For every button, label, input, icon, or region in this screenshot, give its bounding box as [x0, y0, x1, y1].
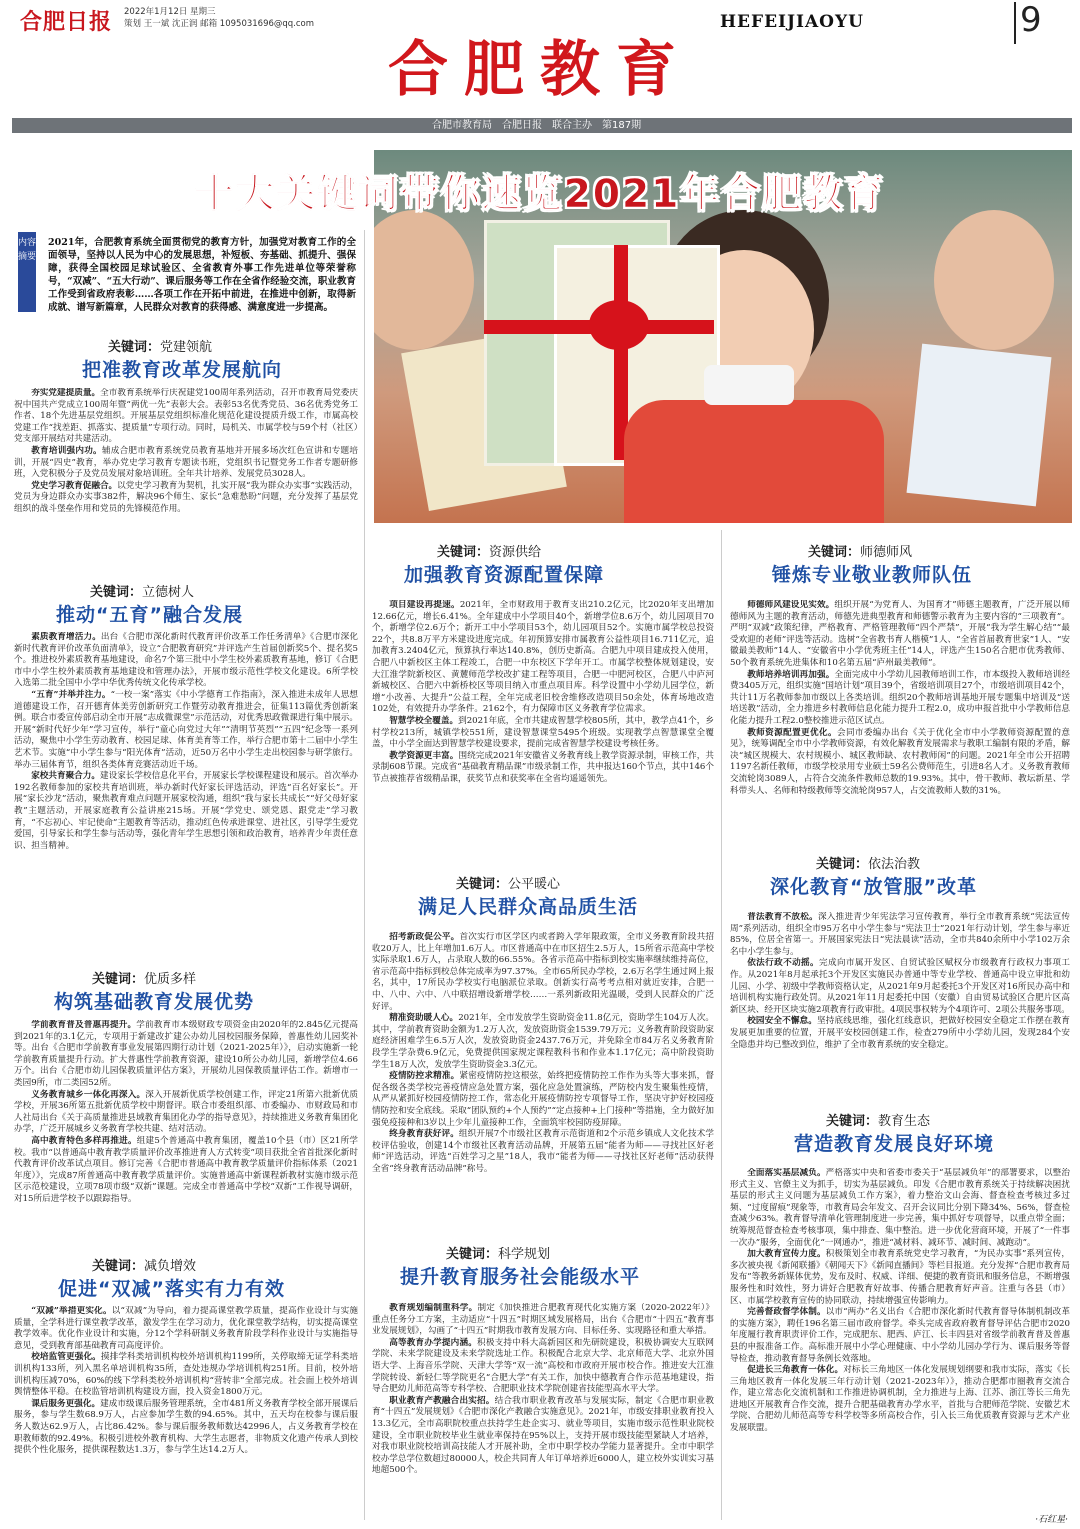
s4-keyword: 关键词：减负增效 [92, 1259, 197, 1274]
s2-para: “五育”并举并注力。“一校一案”落实《中小学德育工作指南》，深入推进未成年人思想道德建设工作，召开德育体美劳创新研究工作暨劳动教育推进会，征集113篇优秀创新案例。联合市委宣传部启动全市开展“志成微课堂”示范活动，对优秀思政微课进行集中展示。开展“新时代好少年”学习宣传，举行“童心向党过大年”“清明节英烈”“五四”纪念等一系列活动，聚焦中小学生劳动教育、校园足球、体育美育等工作，举行合肥市第十二届中小学生艺术节。实施“中小学生参与“阳光体育”活动，近50万名中小学生走出校园参与研学旅行。举办三届体育节，组织各类体育竞赛活动近千场。 [14, 689, 358, 770]
s7-para: 教育规划编制重科学。制定《加快推进合肥教育现代化实施方案（2020-2022年）》重点任务分工方案，主动适应“十四五”时期区域发展格局，出台《合肥市“十四五”教育事业发展规划》，勾画了“十四五”时期我市教育发展方向、目标任务、实现路径和重大举措。 [372, 1303, 714, 1337]
s9-keyword: 关键词：依法治教 [816, 857, 921, 872]
s3-keyword: 关键词：优质多样 [92, 972, 197, 987]
photo-child-left [374, 210, 474, 350]
s1-para: 教育培训强内功。辅成合肥市教育系统党员教育基地并开展多场次红色宣讲和专题培训，开展“四史”教育，举办党史学习教育专题读书班，党组织书记暨党务工作者专题研修班，入党积极分子及党员发展对象培训班。全年共计培养、发展党员3028人。 [14, 445, 358, 480]
photo-child-shirt [624, 400, 884, 523]
s8-para: 师德师风建设见实效。组织开展“为党育人、为国育才”师德主题教育，广泛开展以师德师风为主题的教育活动，师德先进典型教育和师德警示教育为主要内容的“三项教育”。严明“双减”政策纪律，严格教育、严格管理教师“四个严禁”，开展“我为学生解心结”“最受欢迎的老师”评选等活动。选树“全省教书育人楷模”1人、“全省首届教育世家”1人、“安徽最美教师”14人、“安徽省中小学优秀班主任”14人，评选产生150名合肥市优秀教师、50个教育系统先进集体和10名第五届“庐州最美教师”。 [730, 600, 1070, 668]
s8-body [730, 600, 1070, 840]
photo-child-right [934, 210, 1054, 350]
photo-book-right [907, 344, 1052, 507]
s5-para: 教学资源更丰富。围绕完成2021年安徽省义务教育线上教学资源录制，审核工作，共录制608节课。完成省“基础教育精品课”市级录制工作，共申报达160个节点，其中146个节点被推荐省级精品课，获奖节点和获奖率在全省均遥遥领先。 [372, 750, 714, 784]
photo-child-mask [704, 365, 794, 405]
s3-title: 构筑基础教育发展优势 [54, 991, 255, 1013]
s6-para: 招考新政促公平。首次实行市区学区内或者跨入学年限政策，全市义务教育阶段共招收20万人，比上年增加1.6万人。市区普通高中在市区招生2.5万人，15所省示范高中学校实际录取1.6万人，占录取人数的66.55%。各省示范高中指标到校实施率继续维持高位，省示范高中指标到校总体完成率为97.37%。全市65所民办学校，2.6万名学生通过网上报名，其中，17所民办学校实行电脑派位录取。创新实行高考考点相对就近安排，合肥一中、八中、六中、八中联招增设新增学校……一系列新政阳光温暖，受到人民群众的广泛好评。 [372, 932, 714, 1012]
photo-ribbon-bow [589, 300, 649, 350]
summary-tag: 内容摘要 [18, 232, 36, 312]
column-divider [364, 230, 365, 1520]
masthead-info [124, 6, 314, 30]
s6-para: 终身教育获好评。组织开展7个市级社区教育示范街道和2个示范乡镇成人文化技术学校评估验收，创建14个市级社区教育活动品牌，开展第五届“能者为师——寻找社区好老师”评选活动，评选“百姓学习之星”18人，我市“能者为师——寻找社区好老师”活动获得全省“终身教育活动品牌”称号。 [372, 1129, 714, 1174]
s5-body [372, 600, 714, 858]
s10-title: 营造教育发展良好环境 [794, 1133, 995, 1155]
s2-keyword: 关键词：立德树人 [90, 585, 195, 600]
section-name-latin: HEFEIJIAOYU [720, 12, 864, 32]
s8-para: 教师资源配置更优化。会同市委编办出台《关于优化全市中小学教师资源配置的意见》，统筹调配全市中小学教师资源，有效化解教育发展需求与教职工编制有限的矛盾，解决“城区规模大、农村规模小、城区教师缺、农村教师闲”的问题。2021年全市公开招聘1197名新任教师，市级学校录用专业硕士59名公费师范生，引进8名人才。义务教育教师交流轮岗3089人，占符合交流条件教师总数的19.93%。其中，骨干教师、教坛新星、学科带头人、名师和特级教师等交流轮岗957人，占交流教师人数的31%。 [730, 727, 1070, 796]
s4-para: 课后服务更强化。建成市级课后服务管理系统，全市481所义务教育学校全部开展课后服务，参与学生数68.9万人，占应参加学生数的94.65%。其中，五天均在校参与课后服务人数达62.9万人，占比86.42%。参与课后服务教师数达42996人，占义务教育学校在职教师数的92.49%。积极引进校外教育机构、大学生志愿者，非物质文化遗产传承人到校提供个性化服务，提供课程数达1.3万，参与学生达14.2万人。 [14, 1398, 358, 1456]
s5-title: 加强教育资源配置保障 [404, 564, 605, 586]
s10-para: 加大教育宣传力度。积极策划全市教育系统党史学习教育，“为民办实事”系列宣传，多次被央视《新闻联播》《朝闻天下》《新闻直播间》等栏目报道。充分发挥“合肥市教育局发布”等教务新媒体优势，发布及时、权威、详细、便捷的教育资讯和服务信息，不断增强服务性和时效性，努力讲好合肥教育好故事、传播合肥教育好声音。注重与各县（市）区、市属学校教育宣传的协同联动，持续增强宣传影响力。 [730, 1249, 1070, 1306]
s4-title: 促进“双减”落实有力有效 [58, 1278, 285, 1300]
sponsor-text: 合肥市教育局 合肥日报 联合主办 第187期 [432, 120, 642, 131]
main-headline: 十大关键词带你速览2021年合肥教育 [194, 172, 886, 217]
s1-para: 夯实党建提质量。全市教育系统举行庆祝建党100周年系列活动，召开市教育局党委庆祝中国共产党成立100周年暨“两优一先”表彰大会。表彰53名优秀党员、36名优秀党务工作者、18个先进基层党组织。开展基层党组织标准化规范化建设提质升级工作，市属高校党建工作“找差距、抓落实、提质量”专项行动。同时，局机关、市属学校与59个村（社区）党支部开展结对共建活动。 [14, 388, 358, 445]
s4-body [14, 1306, 358, 1526]
s1-body [14, 388, 358, 566]
s1-title: 把准教育改革发展航向 [82, 359, 283, 381]
s5-keyword: 关键词：资源供给 [437, 545, 542, 560]
s9-title: 深化教育“放管服”改革 [770, 876, 977, 898]
s3-body [14, 1020, 358, 1245]
s7-body [372, 1303, 714, 1521]
s7-para: 职业教育产教融合出实招。结合我市职业教育改革与发展实际，制定《合肥市职业教育“十四五”发展规划》《合肥市深化产教融合实施意见》。2021年，市级安排职业教育投入13.3亿元，全市高职院校重点扶持学生赴企实习、就业等项目，实施市级示范性职业院校建设，全市职业院校毕业生就业率保持在95%以上，支持开展市级技能型紧缺人才培养，对我市职业院校培训高技能人才开展补助，全市中职学校办学能力显著提升。全市中职学校办学总学位数超过80000人，校企共同育人年订单培养近6000人，建立校外实训实习基地超500个。 [372, 1395, 714, 1476]
s10-body [730, 1168, 1070, 1510]
s5-para: 项目建设再提速。2021年，全市财政用于教育支出210.2亿元，比2020年支出增加12.66亿元，增长6.41%。全年建成中小学项目40个，新增学位8.6万个，幼儿园项目70个，新增学位2.6万个；新开工中小学项目53个，幼儿园项目52个。实施市属学校总投资22个，共8.8万平方米建设进度完成。年初预算安排市属教育公益性项目16.711亿元，追加教育3.2404亿元，预算执行率达140.8%，创历史新高。合肥九中项目建成投入使用，合肥八中新校区主体工程竣工，合肥一中东校区下学年开工。市属学校整体规划建设，安大江淮学院新校区、黄麓师范学校改扩建工程等项目，合肥一中肥河校区，合肥八中庐河新城校区、合肥六中新桥校区等项目纳入市重点项目库。科学设置中小学幼儿园学位，新增“小改善、大提升”公益工程，全年完成老旧校舍维修改造项目50余处，体育场地改造102处，有效提升办学条件。2162个，有力保障市区义务教育学位需求。 [372, 600, 714, 715]
s7-para: 高等教育办学提内涵。积极支持中科大高新园区和先研院建设，积极协调安大互联网学院、未来学院建设及未来学院选址工作。积极配合北京大学、北京师范大学、北京外国语大学、上海音乐学院、天津大学等“双一流”高校和市政府开展市校合作。推进安大江淮学院转设、新轻仁等学院更名“合肥大学”有关工作，加快中德教育合作示范基地建设，指导合肥幼儿师范高等专科学校、合肥职业技术学院创建省技能型高水平大学。 [372, 1337, 714, 1395]
s8-keyword: 关键词：师德师风 [808, 545, 913, 560]
s10-keyword: 关键词：教育生态 [826, 1114, 931, 1129]
s6-body [372, 932, 714, 1252]
s4-para: 校培监管更强化。摸排学科类培训机构校外培训机构1199所，关停取缔无证学科类培训机构133所，列入黑名单培训机构35所，查处违规办学培训机构251所。目前，校外培训机构压减70%，60%的线下学科类校外培训机构“营转非”全部完成。社会面上校外培训舆情整体平稳。在校监管培训机构建设方面，投入资金1800万元。 [14, 1352, 358, 1398]
s8-para: 教师培养培训再加强。全面完成中小学幼儿园教师培训工作，市本级投入教师培训经费3405万元，组织实施“国培计划”项目39个，省级培训项目27个，市级培训项目42个，共计11万名教师参加市级以上各类培训。组织20个教师培训基地开展专题集中培训及“送培送教”活动，全力推进乡村教师信息化能力提升工程2.0，成功申报首批中小学教师信息化能力提升工程2.0整校推进示范区试点。 [730, 669, 1070, 726]
s7-title: 提升教育服务社会能级水平 [400, 1266, 641, 1288]
newspaper-logo: 合肥日报 [20, 9, 113, 35]
s1-para: 党史学习教育促融合。以党史学习教育为契机，扎实开展“我为群众办实事”实践活动，党员为身边群众办实事382件，解决96个师生、家长“急难愁盼”问题，充分发挥了基层党组织的战斗堡垒作用和党员的先锋模范作用。 [14, 480, 358, 514]
s6-title: 满足人民群众高品质生活 [418, 896, 639, 918]
s2-body [14, 632, 358, 957]
s6-para: 疫情防控求精准。紧密疫情防控这根弦，始终把疫情防控工作作为头等大事来抓，督促各级各类学校完善疫情应急处置方案，强化应急处置演练，严防校内发生聚集性疫情，从严从紧抓好校园疫情防控工作，常态化开展疫情防控专项督导工作，坚决守护好校园疫情防控和安全底线。采取“团队预约+个人预约”“定点接种+上门接种”等措施，全力做好加强免疫接种和3岁以上少年儿童接种工作，全面筑牢校园防疫屏障。 [372, 1071, 714, 1128]
s8-title: 锤炼专业敬业教师队伍 [772, 564, 973, 586]
s4-para: “双减”举措更实化。以“双减”为导向，着力提高课堂教学质量，提高作业设计与实施质量，全学科进行课堂教学改革，激发学生在学习动力，优化课堂教学结构，切实提高课堂教学效率。优化作业设计和实施，分12个学科研制义务教育阶段学科作业设计与实施指导意见，受到教育部基础教育司高度评价。 [14, 1306, 358, 1351]
sponsor-bar [12, 118, 1072, 133]
s1-keyword: 关键词：党建领航 [108, 340, 213, 355]
s9-para: 校园安全不懈怠。坚持底线思维，强化红线意识，把做好校园安全稳定工作摆在教育发展更加重要的位置，开展平安校园创建工作，检查279所中小学幼儿园，发现284个安全隐患并均已整改到位，维护了全市教育系统的安全稳定。 [730, 1016, 1070, 1050]
s3-para: 学前教育普及普惠再提升。学前教育市本级财政专项资金由2020年的2.845亿元提高到2021年的3.1亿元，专项用于新建改扩建公办幼儿园校园服务保障，普惠性幼儿园奖补等。出台《合肥市学前教育事业发展第四期行动计划（2021-2025年）》，启动实施新一轮学前教育质量提升行动。扩大普惠性学前教育资源，建设10所公办幼儿园，新增学位4.66万个。出台《合肥市幼儿园保教质量评估方案》，开展幼儿园保教质量评估工作。新增市一类园9所，市二类园52所。 [14, 1020, 358, 1088]
s5-para: 智慧学校全覆盖。到2021年底，全市共建成智慧学校805所，其中，教学点41个，乡村学校213所，城镇学校551所，建设智慧课堂5495个班级。实现教学点智慧课堂全覆盖，中小学全面达到智慧学校建设要求，提前完成省智慧学校建设考核任务。 [372, 715, 714, 750]
s6-para: 精准资助暖人心。2021年，全市发放学生资助资金11.8亿元，资助学生104万人次。其中，学前教育资助金额为1.2万人次，发放资助资金1539.79万元；义务教育阶段资助家庭经济困难学生6.5万人次，发放资助资金2437.76万元，并免除全市84万名义务教育阶段学生学杂费6.9亿元，免费提供国家规定课程教科书和作业本1.17亿元；高中阶段资助学生18万人次，发放学生资助资金3.3亿元。 [372, 1013, 714, 1070]
page-title: 合肥教育 [388, 35, 692, 105]
s9-para: 普法教育不放松。深入推进青少年宪法学习宣传教育，举行全市教育系统“宪法宣传周”系列活动，组织全市95万名中小学生参与“宪法卫士”2021年行动计划，学生参与率近85%，位居全省第一。开展国家宪法日“宪法晨读”活动，全市共840余所中小学102万余名中小学生参与。 [730, 912, 1070, 957]
s10-para: 完善督政督学体制。以市“两办”名义出台《合肥市深化新时代教育督导体制机制改革的实施方案》，聘任196名第三届市政府督学。牵头完成省政府教育督导评估合肥市2020年度履行教育职责评价工作，完成肥东、肥西、庐江、长丰四县对省级学前教育普及普惠县的申报准备工作。高标准开展中小学心理健康、中小学幼儿园办学行为、课后服务等督导检查，推动教育督导条例长效落地。 [730, 1307, 1070, 1364]
s2-para: 素质教育增活力。出台《合肥市深化新时代教育评价改革工作任务清单》《合肥市深化新时代教育评价改革负面清单》，设立“合肥教育研究”并评选产生首届创新奖5个、提名奖5个。推进校外素质教育基地建设，命名7个第三批中小学生校外素质教育基地，修订《合肥市中小学生校外素质教育基地建设和管理办法》，开展市级示范性学校文化建设。6所学校入选第二批全国中小学中华优秀传统文化传承学校。 [14, 632, 358, 689]
column-divider [721, 530, 722, 1520]
intro-summary: 2021年，合肥教育系统全面贯彻党的教育方针，加强党对教育工作的全面领导，坚持以人民为中心的发展思想，补短板、夯基础、抓提升、强保障，获得全国校园足球试验区、全省教育外事工作先进单位等荣誉称号，“双减”、“五大行动”、课后服务等工作在全省作经验交流，职业教育工作受到省政府表彰……各项工作在开拓中前进，在推进中创新，取得新成就、谱写新篇章，人民群众对教育的获得感、满意度进一步提高。 [48, 237, 356, 313]
editors-line: 策划 王一斌 沈正润 邮箱 1095031696@qq.com [124, 19, 315, 29]
s2-title: 推动“五育”融合发展 [56, 604, 243, 626]
s10-para: 促进长三角教育一体化。对标长三角地区一体化发展规划纲要和我市实际，落实《长三角地区教育一体化发展三年行动计划（2021-2023年）》，推动合肥都市圈教育交流合作，建立常态化交流机制和工作推进协调机制，全力推进与上海、江苏、浙江等长三角先进地区开展教育合作交流，提升合肥基础教育办学水平，首批与合肥师范学院、安徽艺术学院、合肥幼儿师范高等专科学校等多所高校合作，引入长三角优质教育资源与艺术产业发展联盟。 [730, 1365, 1070, 1434]
s6-keyword: 关键词：公平暖心 [456, 877, 561, 892]
s3-para: 义务教育城乡一体化再深入。深入开展新优质学校创建工作，评定21所第六批新优质学校，开展36所第五批新优质学校中期督评。联合市委组织部、市委编办、市财政局和市人社局出台《关于高质量推进县域教育集团化办学的指导意见》，持续推进义务教育集团化办学，广泛开展城乡义务教育学校共建、结对活动。 [14, 1089, 358, 1135]
s7-keyword: 关键词：科学规划 [446, 1247, 551, 1262]
page-number: 9 [1020, 0, 1042, 40]
s10-para: 全面落实基层减负。严格落实中央和省委市委关于“基层减负年”的部署要求，以整治形式主义、官僚主义为抓手，切实为基层减负。印发《合肥市教育系统关于持续解决困扰基层的形式主义问题为基层减负工作方案》，着力整治文山会海、督查检查考核过多过频、“过度留痕”现象等，市教育局会年发文、召开会议同比分别下降34%、56%，督查检查减少63%。教育督导清单化管理制度进一步完善，集中抓好专项督导，以重点带全面；统筹规范督查检查考核事项，集中排查、集中整治。进一步优化营商环境，开展了“一件事一次办”服务，全面优化“一网通办”，推进“减材料、减环节、减时间、减跑动”。 [730, 1168, 1070, 1248]
issue-date: 2022年1月12日 星期三 [124, 7, 216, 17]
s2-para: 家校共育聚合力。建设家长学校信息化平台，开展家长学校课程建设和展示。首次举办192名教师参加的家校共育培训班，举办新时代好家长评选活动，评选“百名好家长”。开展“家长沙龙”活动，聚焦教育难点问题开展家校沟通，组织“我与家长共成长”“好父母好家教”主题活动，开展家庭教育公益讲座215场。开展“学党史、颂党恩、跟党走”学习教育，“不忘初心、牢记使命”主题教育等活动，推动红色传承进课堂、进社区，引导学生爱党爱国，引导家长和学生参与活动等，强化青年学生思想引领和政治教育，培养青少年责任意识、担当精神。 [14, 771, 358, 851]
byline: ·石红星· [1035, 1515, 1068, 1525]
s9-para: 依法行政不动摇。完成向市属开发区、自贸试验区赋权分市级教育行政权力事项工作。从2021年8月起承托3个开发区实施民办普通中等专业学校、普通高中设立审批和幼儿园、小学、初级中学教师资格认定，从2021年9月起委托3个开发区对16所民办高中和培训机构实施行政处罚。从2021年11月起委托中国（安徽）自由贸易试验区合肥片区高新区块、经开区块实施2项教育行政审批。4项民事权转为个4项许可、2项公共服务事项。 [730, 958, 1070, 1015]
s3-para: 高中教育特色多样再推进。组建5个普通高中教育集团，覆盖10个县（市）区21所学校。我市“以普通高中教育教学质量评价改革推进育人方式转变”项目获批全省首批深化新时代教育评价改革试点项目。修订完善《合肥市普通高中教育教学质量评价指标体系（2021年度）》，完成87所普通高中教育教学质量评价。实施普通高中新课程新教材实施市级示范区示范校建设，立项78项市级“双新”课题。完成全市普通高中学校“双新”工作视导调研，对15所后进学校予以跟踪指导。 [14, 1135, 358, 1204]
